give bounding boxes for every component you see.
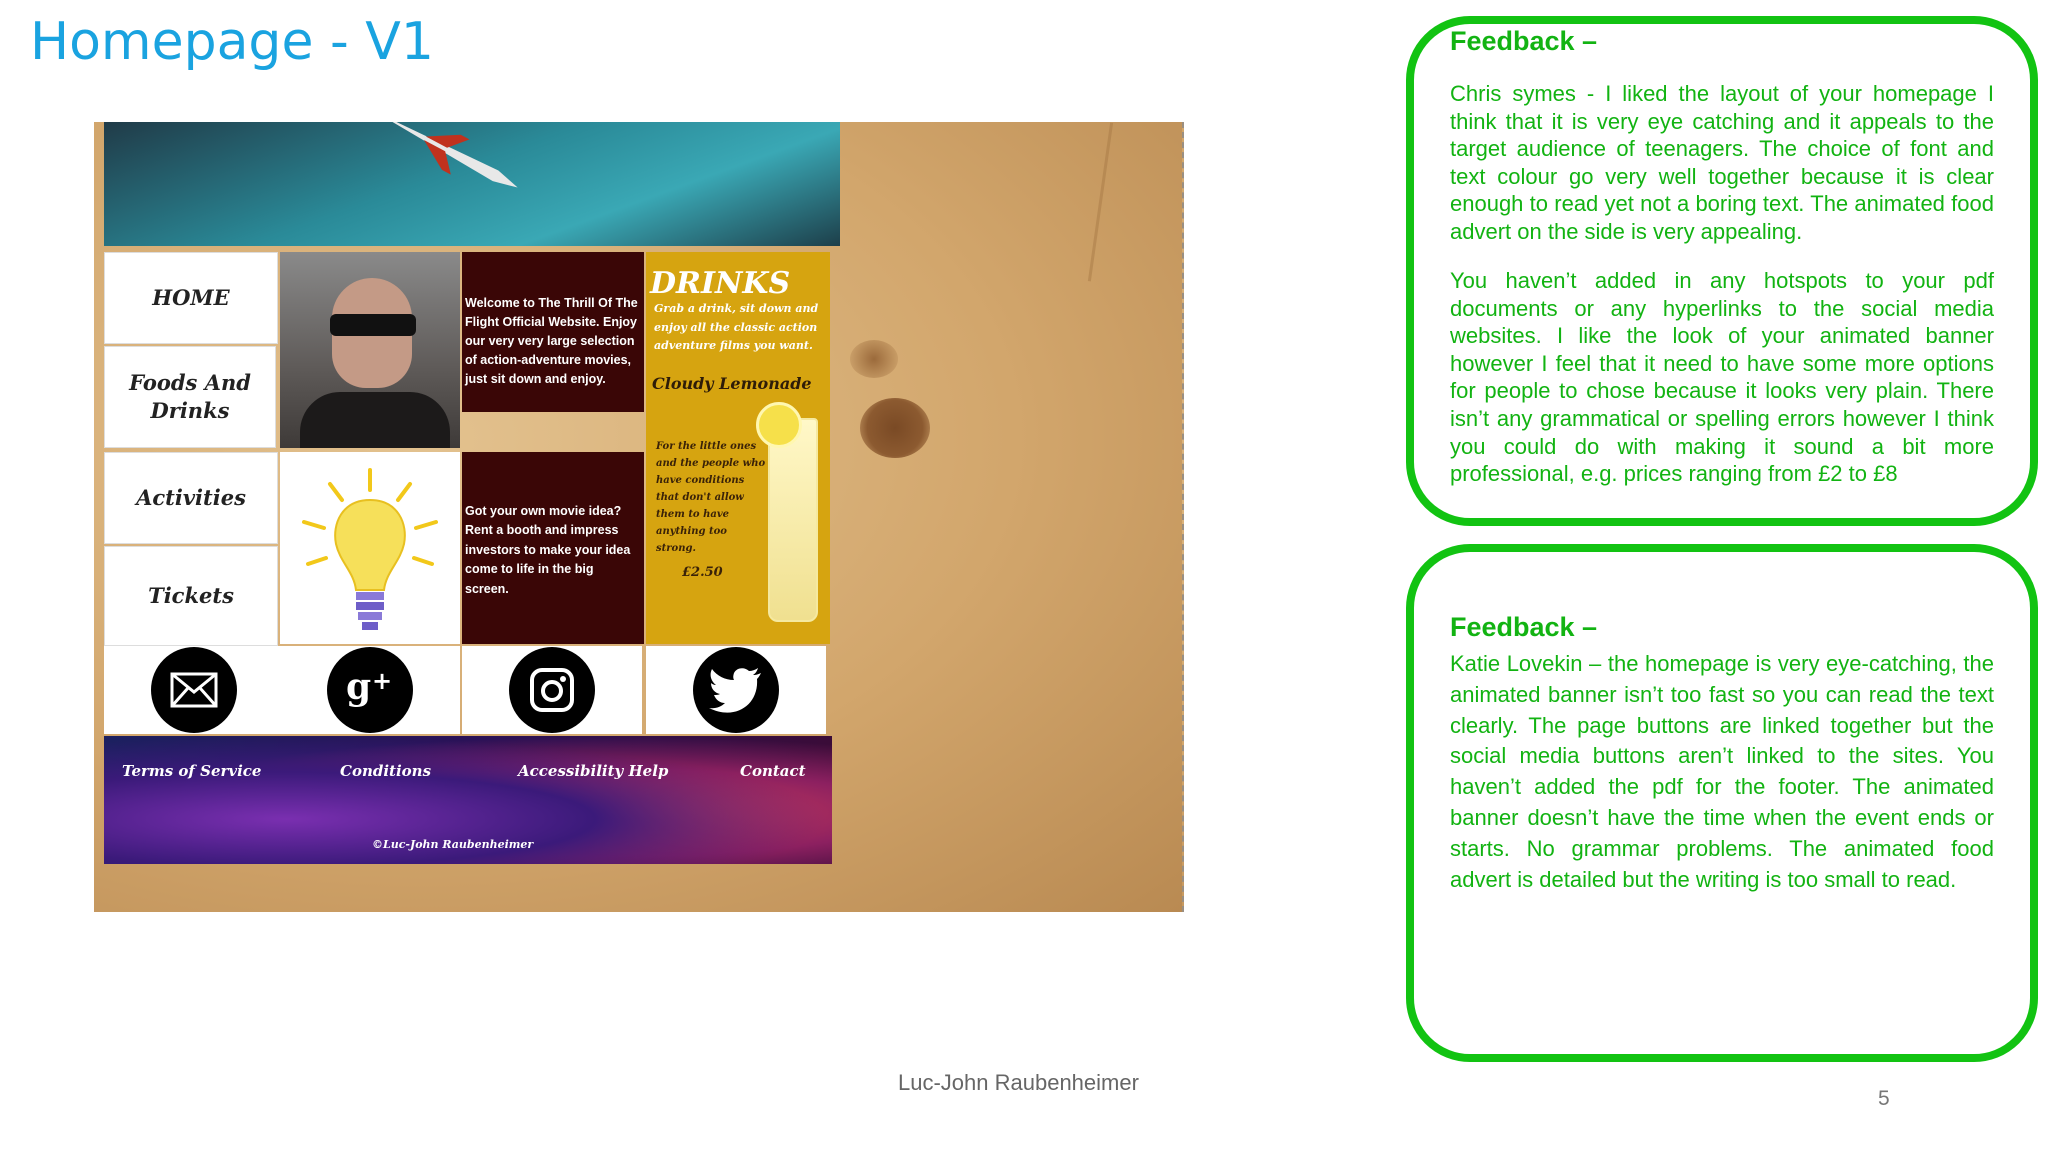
homepage-screenshot <box>94 122 1184 912</box>
svg-text:+: + <box>372 667 393 695</box>
lightbulb-icon <box>280 452 460 644</box>
author-name: Luc-John Raubenheimer <box>898 1070 1139 1095</box>
drinks-product: Cloudy Lemonade <box>652 374 812 393</box>
nav-tickets: Tickets <box>104 546 278 646</box>
nav-foods-and-drinks: Foods And Drinks <box>104 346 276 448</box>
movie-idea-text: Got your own movie idea? Rent a booth and impress investors to make your idea come to life in the big screen. <box>462 452 644 644</box>
slide-title: Homepage - V1 <box>30 12 434 72</box>
photo-figure <box>330 314 416 336</box>
google-plus-icon <box>327 647 413 733</box>
social-google-plus <box>280 646 460 734</box>
footer-terms: Terms of Service <box>122 762 262 780</box>
social-instagram <box>462 646 642 734</box>
paper-crease <box>1088 123 1113 282</box>
page-number: 5 <box>1878 1087 1890 1110</box>
social-email <box>104 646 284 734</box>
feedback-paragraph: You haven’t added in any hotspots to your pdf documents or any hyperlinks to the social media websites. I like the look of your animated banner however I feel that it need to have some more options for people to chose because it looks very plain. There isn’t any grammatical or spelling errors however I think you could do with making it sound a bit more professional, e.g. prices ranging from £2 to £8 <box>1450 268 1994 487</box>
footer-accessibility: Accessibility Help <box>518 762 669 780</box>
drinks-tagline: Grab a drink, sit down and enjoy all the classic action adventure films you want. <box>654 302 819 353</box>
photo-figure <box>300 392 450 448</box>
lemonade-glass <box>768 418 818 622</box>
footer-conditions: Conditions <box>340 762 432 780</box>
paper-stain <box>860 398 930 458</box>
feedback-title: Feedback – <box>1450 26 1598 56</box>
food-advert <box>646 252 830 644</box>
svg-text:g: g <box>346 666 372 708</box>
twitter-icon <box>693 647 779 733</box>
site-footer <box>104 736 832 864</box>
drinks-product-text: For the little ones and the people who have conditions that don't allow them to have anything too strong. <box>656 441 766 554</box>
feedback-paragraph: Katie Lovekin – the homepage is very eye-catching, the animated banner isn’t too fast so you can read the text clearly. The page buttons are linked together but the social media buttons aren’t linked to the sites. You haven’t added the pdf for the footer. The animated banner doesn’t have the time when the event ends or starts. No grammar problems. The animated food advert is detailed but the writing is too small to read. <box>1450 651 1994 892</box>
welcome-text: Welcome to The Thrill Of The Flight Official Website. Enjoy our very very large selection of action-adventure movies, just sit down and enjoy. <box>462 252 644 412</box>
drinks-price: £2.50 <box>682 565 723 580</box>
lightbulb-image <box>280 452 460 644</box>
paper-stain <box>850 340 898 378</box>
nav-activities: Activities <box>104 452 278 544</box>
footer-copyright: ©Luc-John Raubenheimer <box>372 838 534 851</box>
email-icon <box>151 647 237 733</box>
nav-home: HOME <box>104 252 278 344</box>
animated-banner <box>104 122 840 246</box>
feedback-title: Feedback – <box>1450 612 1598 642</box>
social-twitter <box>646 646 826 734</box>
footer-contact: Contact <box>740 762 806 780</box>
instagram-icon <box>509 647 595 733</box>
airplane-icon <box>363 122 532 208</box>
feedback-paragraph: Chris symes - I liked the layout of your homepage I think that it is very eye catching and it appeals to the target audience of teenagers. The choice of font and text colour go very well together because it is clear enough to read yet not a boring text. The animated food advert on the side is very appealing. <box>1450 81 1994 244</box>
drinks-title: DRINKS <box>650 266 791 301</box>
movie-photo <box>280 252 460 448</box>
